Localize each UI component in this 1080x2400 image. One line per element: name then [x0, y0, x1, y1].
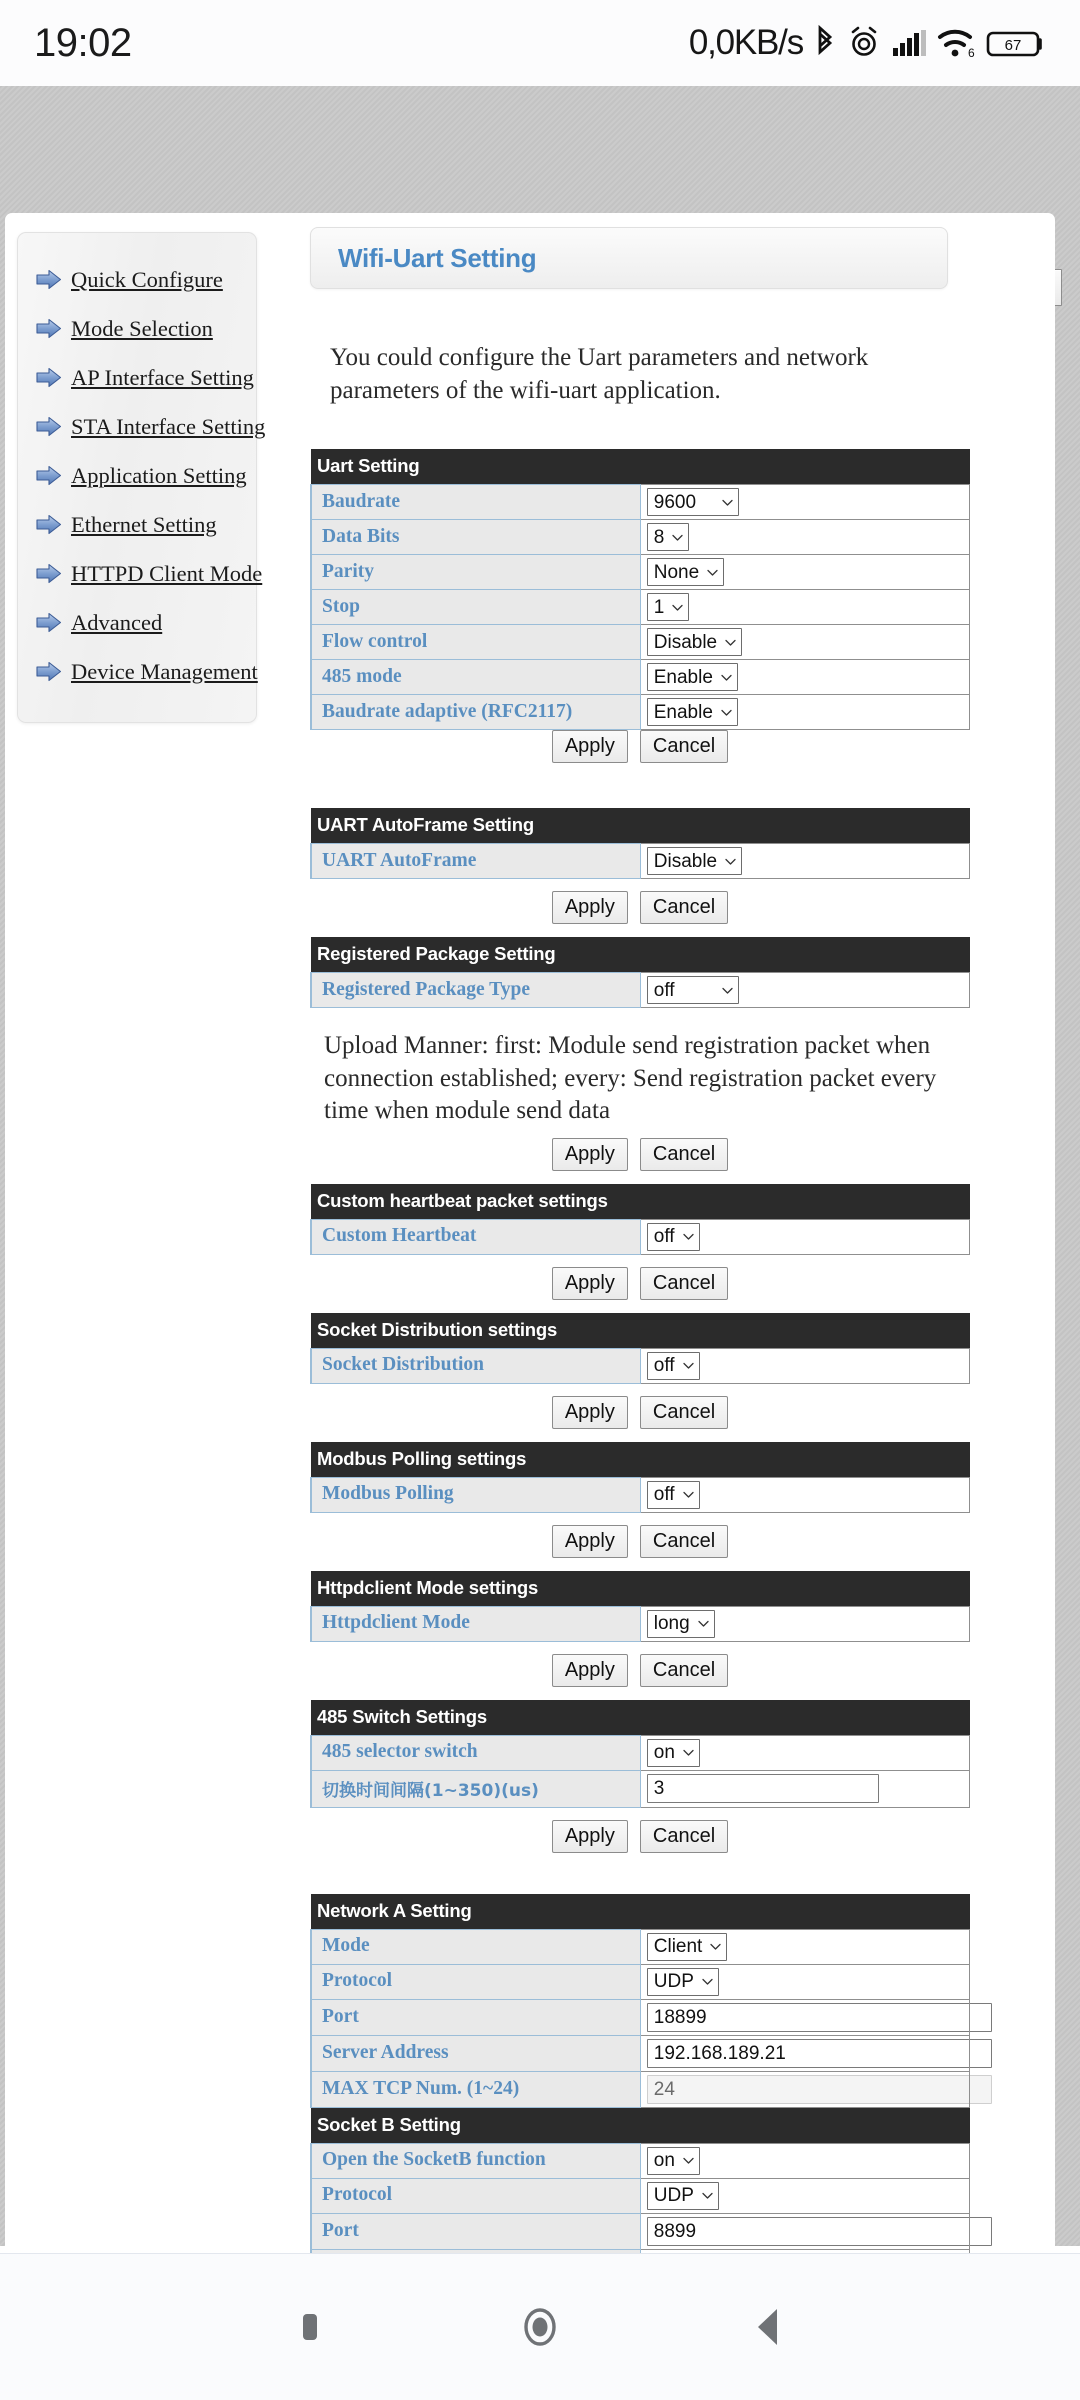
recents-icon: [287, 2304, 333, 2350]
row-value-cell: [640, 625, 969, 660]
sidebar-item-label: Device Management: [71, 658, 258, 684]
row-label: UART AutoFrame: [311, 844, 640, 879]
language-bar: [0, 86, 1080, 216]
input-port[interactable]: 8899: [647, 2217, 992, 2246]
row-value-cell: [640, 1964, 969, 1999]
apply-button[interactable]: Apply: [552, 1654, 628, 1687]
sidebar-item-label: STA Interface Setting: [71, 413, 266, 439]
row-label: Stop: [311, 590, 640, 625]
cancel-button[interactable]: Cancel: [640, 1396, 728, 1429]
spacer: [310, 1429, 1050, 1442]
signal-icon: [890, 24, 928, 62]
form-actions: [310, 1138, 970, 1171]
select-httpdclient-mode[interactable]: [647, 1610, 715, 1638]
row-label: 485 selector switch: [311, 1735, 640, 1770]
table-row: [311, 2143, 970, 2178]
select-value: Disable: [653, 631, 718, 653]
select-value: 8: [653, 526, 665, 548]
spacer: [310, 1128, 1050, 1138]
chevron-down-icon: [682, 2154, 695, 2167]
apply-button[interactable]: Apply: [552, 1820, 628, 1853]
sidebar-item-advanced[interactable]: [18, 598, 256, 647]
sidebar-nav: [17, 232, 266, 723]
row-label: Mode: [311, 1929, 640, 1964]
network-speed-text: 0,0KB/s: [688, 23, 803, 62]
section-header-label: Socket B Setting: [311, 2108, 970, 2144]
intro-text: You could configure the Uart parameters and network parameters of the wifi-uart application.: [330, 344, 869, 404]
svg-text:6: 6: [968, 46, 975, 60]
chevron-down-icon: [682, 1359, 695, 1372]
section-header-row: [311, 1184, 970, 1220]
row-label: Server Address: [311, 2035, 640, 2071]
sidebar-item-label: Quick Configure: [71, 266, 223, 292]
select-open-the-socketb-function[interactable]: [647, 2147, 700, 2175]
home-button[interactable]: [425, 2301, 655, 2353]
select-flow-control[interactable]: [647, 628, 742, 656]
sidebar-item-device-management[interactable]: [18, 647, 256, 696]
row-value-cell: [640, 695, 969, 730]
arrow-right-icon: [36, 563, 62, 584]
spacer: [310, 1513, 1050, 1525]
apply-button[interactable]: Apply: [552, 1525, 628, 1558]
arrow-right-icon: [36, 318, 62, 339]
row-value-cell: [640, 2035, 969, 2071]
table-row: [311, 1770, 970, 1807]
section-networka: [310, 1894, 970, 2108]
select-value: off: [653, 1355, 675, 1376]
table-row: [311, 520, 970, 555]
page-title: Wifi-Uart Setting: [338, 242, 537, 273]
web-page-sheet: [5, 213, 1055, 2253]
spacer: [310, 763, 1050, 808]
row-value-cell: [640, 485, 969, 520]
page-title-bar: [310, 227, 948, 289]
row-value-cell: [640, 973, 969, 1008]
row-label: Httpdclient Mode: [311, 1606, 640, 1641]
input-port[interactable]: 18899: [647, 2003, 992, 2032]
section-header-row: [311, 2108, 970, 2144]
battery-icon: [986, 24, 1046, 62]
section-header-row: [311, 1313, 970, 1349]
arrow-right-icon: [36, 661, 62, 682]
select-parity[interactable]: [647, 558, 724, 586]
row-value-cell: [640, 520, 969, 555]
input-1-350-us[interactable]: 3: [647, 1774, 879, 1803]
select-uart-autoframe[interactable]: [647, 847, 742, 875]
section-httpdclient: [310, 1571, 970, 1642]
spacer: [310, 1300, 1050, 1313]
table-row: [311, 1348, 970, 1383]
section-header-row: [311, 808, 970, 844]
section-socketdist: [310, 1313, 970, 1384]
status-clock: 19:02: [34, 20, 132, 65]
select-modbus-polling[interactable]: [647, 1481, 700, 1509]
section-header-label: Httpdclient Mode settings: [311, 1571, 970, 1607]
arrow-right-icon: [36, 514, 62, 535]
row-label: Registered Package Type: [311, 973, 640, 1008]
arrow-right-icon: [36, 269, 62, 290]
form-actions: [310, 891, 970, 924]
arrow-right-icon: [36, 465, 62, 486]
select-value: Disable: [653, 850, 718, 872]
select-value: None: [653, 561, 700, 583]
table-row: [311, 485, 970, 520]
cancel-button[interactable]: Cancel: [640, 1267, 728, 1300]
arrow-right-icon: [36, 465, 62, 486]
chevron-down-icon: [682, 1230, 695, 1243]
select-value: Enable: [653, 701, 713, 723]
bluetooth-icon: [812, 24, 838, 62]
chevron-down-icon: [724, 855, 737, 868]
section-header-label: Registered Package Setting: [311, 937, 970, 973]
select-stop[interactable]: [647, 593, 690, 621]
spacer: [310, 1558, 1050, 1571]
arrow-right-icon: [36, 416, 62, 437]
apply-button[interactable]: Apply: [552, 1138, 628, 1171]
sidebar-item-label: Mode Selection: [71, 315, 213, 341]
section-heartbeat: [310, 1184, 970, 1255]
select-socket-distribution[interactable]: [647, 1352, 700, 1380]
row-label: Data Bits: [311, 520, 640, 555]
android-navigation-bar: [0, 2253, 1080, 2400]
select-value: off: [653, 1484, 675, 1505]
row-value-cell: [640, 1219, 969, 1254]
row-value-cell: [640, 555, 969, 590]
table-row: [311, 1735, 970, 1770]
section-header-row: [311, 1700, 970, 1736]
section-regpackage: [310, 937, 970, 1008]
cancel-button[interactable]: Cancel: [640, 730, 728, 763]
table-row: [311, 2035, 970, 2071]
status-bar: [0, 0, 1080, 86]
chevron-down-icon: [682, 1746, 695, 1759]
table-row: [311, 660, 970, 695]
chevron-down-icon: [701, 2189, 714, 2202]
chevron-down-icon: [671, 601, 684, 614]
select-data-bits[interactable]: [647, 523, 690, 551]
sidebar-item-label: HTTPD Client Mode: [71, 560, 263, 586]
section-header-label: Custom heartbeat packet settings: [311, 1184, 970, 1220]
table-row: [311, 1606, 970, 1641]
chevron-down-icon: [720, 671, 733, 684]
sidebar-item-label: Advanced: [71, 609, 163, 635]
section-header-label: Uart Setting: [311, 449, 970, 485]
sidebar-item-mode-selection[interactable]: [18, 304, 256, 353]
sidebar-item-label: AP Interface Setting: [71, 364, 254, 390]
apply-button[interactable]: Apply: [552, 1396, 628, 1429]
form-actions: [310, 1820, 970, 1853]
row-value-cell: [640, 1999, 969, 2035]
arrow-right-icon: [36, 269, 62, 290]
cancel-button[interactable]: Cancel: [640, 1654, 728, 1687]
select-baudrate[interactable]: [647, 488, 739, 516]
section-header-row: [311, 1571, 970, 1607]
section-header-label: Network A Setting: [311, 1894, 970, 1930]
chevron-down-icon: [706, 566, 719, 579]
spacer: [310, 407, 1050, 449]
select-mode[interactable]: [647, 1933, 728, 1961]
chevron-down-icon: [721, 984, 734, 997]
section-header-row: [311, 1894, 970, 1930]
section-header-row: [311, 1442, 970, 1478]
select-registered-package-type[interactable]: [647, 976, 739, 1004]
spacer: [310, 1642, 1050, 1654]
chevron-down-icon: [671, 531, 684, 544]
chevron-down-icon: [709, 1940, 722, 1953]
sidebar-item-application-setting[interactable]: [18, 451, 256, 500]
spacer: [310, 1853, 1050, 1894]
spacer: [310, 1171, 1050, 1184]
row-value-cell: [640, 1735, 969, 1770]
row-label: Custom Heartbeat: [311, 1219, 640, 1254]
spacer: [310, 924, 1050, 937]
chevron-down-icon: [724, 636, 737, 649]
select-value: Enable: [653, 666, 713, 688]
cancel-button[interactable]: Cancel: [640, 1138, 728, 1171]
row-label: Socket Distribution: [311, 1348, 640, 1383]
row-label: Protocol: [311, 2178, 640, 2213]
section-header-label: Socket Distribution settings: [311, 1313, 970, 1349]
row-label: Modbus Polling: [311, 1477, 640, 1512]
arrow-right-icon: [36, 563, 62, 584]
table-row: [311, 1964, 970, 1999]
form-actions: [310, 1525, 970, 1558]
sidebar-item-sta-interface-setting[interactable]: [18, 402, 266, 451]
select-value: 1: [653, 596, 665, 618]
select-485-selector-switch[interactable]: [647, 1739, 700, 1767]
chevron-down-icon: [682, 1488, 695, 1501]
select-baudrate-adaptive-rfc2117[interactable]: [647, 698, 738, 726]
row-value-cell: [640, 844, 969, 879]
select-value: off: [653, 1226, 675, 1247]
section-uart: [310, 449, 970, 730]
sidebar-item-httpd-client-mode[interactable]: [18, 549, 263, 598]
row-value-cell: [640, 590, 969, 625]
spacer: [310, 1384, 1050, 1396]
section-autoframe: [310, 808, 970, 879]
row-value-cell: [640, 1348, 969, 1383]
row-label: Baudrate adaptive (RFC2117): [311, 695, 640, 730]
upload-manner-text: Upload Manner: first: Module send registration packet when connection established; every: Send registration packet every time when module send data: [324, 1032, 937, 1124]
section-modbus: [310, 1442, 970, 1513]
arrow-right-icon: [36, 416, 62, 437]
table-row: [311, 2071, 970, 2107]
chevron-down-icon: [701, 1975, 714, 1988]
row-value-cell: [640, 2213, 969, 2249]
select-value: long: [653, 1613, 690, 1634]
row-value-cell: [640, 1770, 969, 1807]
row-label: Flow control: [311, 625, 640, 660]
sidebar-item-label: Application Setting: [71, 462, 247, 488]
table-row: [311, 2178, 970, 2213]
row-label: Protocol: [311, 1964, 640, 1999]
select-value: on: [653, 1742, 675, 1763]
row-value-cell: [640, 2071, 969, 2107]
table-row: [311, 1219, 970, 1254]
select-value: 9600: [653, 491, 697, 513]
row-value-cell: [640, 1606, 969, 1641]
alarm-icon: [847, 24, 881, 62]
table-row: [311, 1929, 970, 1964]
spacer: [310, 1687, 1050, 1700]
sidebar-item-ap-interface-setting[interactable]: [18, 353, 256, 402]
row-value-cell: [640, 2178, 969, 2213]
row-value-cell: [640, 660, 969, 695]
section-header-row: [311, 449, 970, 485]
cancel-button[interactable]: Cancel: [640, 1525, 728, 1558]
form-actions: [310, 730, 970, 763]
row-label: Port: [311, 2213, 640, 2249]
home-icon: [514, 2301, 566, 2353]
row-label: 485 mode: [311, 660, 640, 695]
cancel-button[interactable]: Cancel: [640, 1820, 728, 1853]
form-actions: [310, 1396, 970, 1429]
section-switch485: [310, 1700, 970, 1808]
select-protocol[interactable]: [647, 2182, 719, 2210]
select-value: UDP: [653, 1971, 694, 1992]
arrow-right-icon: [36, 612, 62, 633]
row-label: Port: [311, 1999, 640, 2035]
back-icon: [747, 2302, 793, 2352]
spacer: [310, 1008, 1050, 1030]
row-label: Parity: [311, 555, 640, 590]
spacer: [310, 1255, 1050, 1267]
section-header-label: Modbus Polling settings: [311, 1442, 970, 1478]
table-row: [311, 973, 970, 1008]
row-label: Baudrate: [311, 485, 640, 520]
sidebar-item-label: Ethernet Setting: [71, 511, 217, 537]
select-485-mode[interactable]: [647, 663, 738, 691]
sidebar-item-ethernet-setting[interactable]: [18, 500, 256, 549]
apply-button[interactable]: Apply: [552, 730, 628, 763]
arrow-right-icon: [36, 318, 62, 339]
table-row: [311, 555, 970, 590]
table-row: [311, 625, 970, 660]
table-row: [311, 695, 970, 730]
spacer: [310, 879, 1050, 891]
input-max-tcp-num-1-24: 24: [647, 2075, 992, 2104]
section-header-label: 485 Switch Settings: [311, 1700, 970, 1736]
select-protocol[interactable]: [647, 1968, 719, 1996]
form-actions: [310, 1654, 970, 1687]
input-server-address[interactable]: 192.168.189.21: [647, 2039, 992, 2068]
row-label: Open the SocketB function: [311, 2143, 640, 2178]
chevron-down-icon: [721, 496, 734, 509]
select-value: UDP: [653, 2185, 694, 2206]
table-row: [311, 2213, 970, 2249]
chevron-down-icon: [720, 706, 733, 719]
spacer: [310, 1808, 1050, 1820]
select-value: Client: [653, 1936, 703, 1957]
table-row: [311, 1999, 970, 2035]
chevron-down-icon: [697, 1617, 710, 1630]
main-content: [310, 227, 1050, 2367]
battery-level: 67: [1004, 37, 1022, 54]
row-label: MAX TCP Num. (1~24): [311, 2071, 640, 2107]
apply-button[interactable]: Apply: [552, 891, 628, 924]
table-row: [311, 1477, 970, 1512]
section-header-row: [311, 937, 970, 973]
arrow-right-icon: [36, 612, 62, 633]
wifi-icon: [937, 24, 977, 62]
sidebar-item-quick-configure[interactable]: [18, 255, 256, 304]
table-row: [311, 844, 970, 879]
form-actions: [310, 1267, 970, 1300]
row-value-cell: [640, 2143, 969, 2178]
select-value: on: [653, 2150, 675, 2171]
back-button[interactable]: [655, 2302, 885, 2352]
select-custom-heartbeat[interactable]: [647, 1223, 700, 1251]
recents-button[interactable]: [195, 2304, 425, 2350]
row-value-cell: [640, 1929, 969, 1964]
arrow-right-icon: [36, 367, 62, 388]
select-value: off: [653, 979, 675, 1001]
arrow-right-icon: [36, 514, 62, 535]
section-header-label: UART AutoFrame Setting: [311, 808, 970, 844]
arrow-right-icon: [36, 367, 62, 388]
arrow-right-icon: [36, 661, 62, 682]
row-label: 切换时间间隔(1~350)(us): [311, 1770, 640, 1807]
status-icons: [689, 23, 1046, 63]
table-row: [311, 590, 970, 625]
settings-sections: [310, 407, 1050, 2367]
cancel-button[interactable]: Cancel: [640, 891, 728, 924]
row-value-cell: [640, 1477, 969, 1512]
apply-button[interactable]: Apply: [552, 1267, 628, 1300]
